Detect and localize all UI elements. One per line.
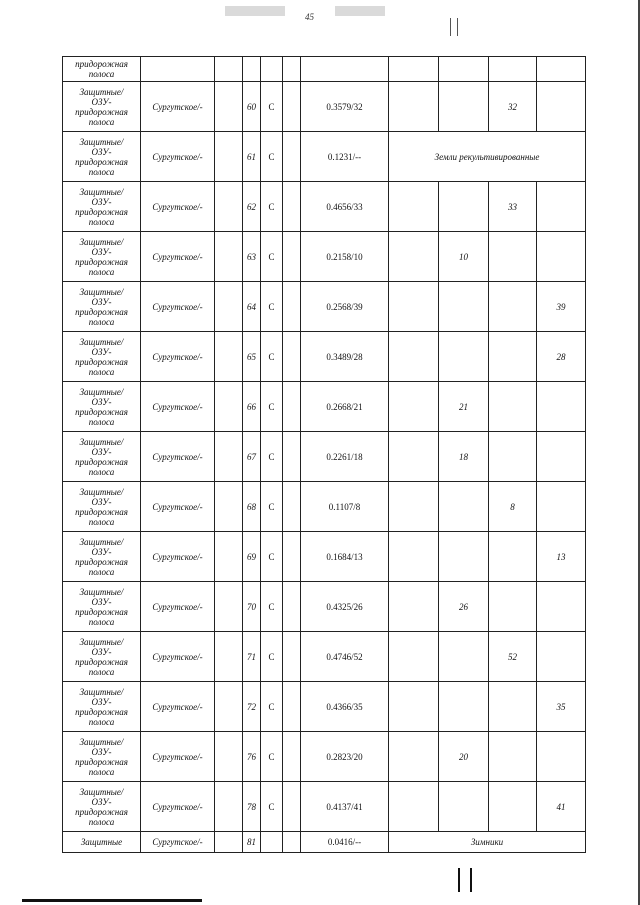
value-cell: [489, 232, 537, 282]
value-cell: [439, 282, 489, 332]
empty-cell: [215, 282, 243, 332]
value-cell: [439, 632, 489, 682]
code-cell: С: [261, 782, 283, 832]
empty-cell: [283, 682, 301, 732]
forestry-cell: Сургутское/-: [141, 182, 215, 232]
area-cell: 0.1684/13: [301, 532, 389, 582]
value-cell: [489, 57, 537, 82]
empty-cell: [215, 332, 243, 382]
empty-cell: [283, 782, 301, 832]
empty-cell: [389, 382, 439, 432]
table-body: [63, 57, 586, 853]
land-category-cell: Защитные/ ОЗУ- придорожная полоса: [63, 182, 141, 232]
value-cell: [489, 732, 537, 782]
empty-cell: [283, 832, 301, 853]
value-cell: [489, 682, 537, 732]
code-cell: С: [261, 132, 283, 182]
empty-cell: [215, 232, 243, 282]
value-cell: [489, 782, 537, 832]
empty-cell: [283, 382, 301, 432]
table-row: [63, 632, 586, 682]
forestry-cell: Сургутское/-: [141, 582, 215, 632]
empty-cell: [283, 432, 301, 482]
empty-cell: [283, 182, 301, 232]
value-cell: [439, 482, 489, 532]
quarter-number-cell: 61: [243, 132, 261, 182]
code-cell: С: [261, 182, 283, 232]
empty-cell: [283, 132, 301, 182]
area-cell: 0.4137/41: [301, 782, 389, 832]
area-cell: 0.2823/20: [301, 732, 389, 782]
quarter-number-cell: 60: [243, 82, 261, 132]
value-cell: [489, 382, 537, 432]
area-cell: 0.3579/32: [301, 82, 389, 132]
empty-cell: [389, 532, 439, 582]
quarter-number-cell: 66: [243, 382, 261, 432]
table-row: [63, 232, 586, 282]
empty-cell: [215, 732, 243, 782]
table-row: [63, 57, 586, 82]
empty-cell: [283, 632, 301, 682]
value-cell: 21: [439, 382, 489, 432]
forestry-cell: Сургутское/-: [141, 682, 215, 732]
empty-cell: [389, 82, 439, 132]
code-cell: С: [261, 332, 283, 382]
empty-cell: [215, 57, 243, 82]
area-cell: 0.2668/21: [301, 382, 389, 432]
empty-cell: [215, 682, 243, 732]
empty-cell: [283, 282, 301, 332]
quarter-number-cell: 69: [243, 532, 261, 582]
quarter-number-cell: 70: [243, 582, 261, 632]
land-category-cell: Защитные/ ОЗУ- придорожная полоса: [63, 282, 141, 332]
value-cell: 18: [439, 432, 489, 482]
value-cell: [439, 682, 489, 732]
value-cell: 13: [537, 532, 586, 582]
empty-cell: [389, 57, 439, 82]
forest-register-table: [62, 56, 586, 853]
value-cell: [439, 82, 489, 132]
empty-cell: [389, 182, 439, 232]
value-cell: 20: [439, 732, 489, 782]
empty-cell: [283, 232, 301, 282]
table-row: [63, 432, 586, 482]
table-row: [63, 82, 586, 132]
land-category-cell: Защитные/ ОЗУ- придорожная полоса: [63, 682, 141, 732]
value-cell: [537, 57, 586, 82]
value-cell: [537, 382, 586, 432]
empty-cell: [215, 82, 243, 132]
land-category-cell: Защитные/ ОЗУ- придорожная полоса: [63, 432, 141, 482]
scan-noise: [335, 6, 385, 16]
empty-cell: [283, 482, 301, 532]
empty-cell: [389, 632, 439, 682]
empty-cell: [283, 732, 301, 782]
scan-noise: [225, 6, 285, 16]
forestry-cell: Сургутское/-: [141, 782, 215, 832]
value-cell: [537, 82, 586, 132]
area-cell: 0.4366/35: [301, 682, 389, 732]
value-cell: [489, 282, 537, 332]
value-cell: 8: [489, 482, 537, 532]
code-cell: С: [261, 682, 283, 732]
empty-cell: [215, 432, 243, 482]
value-cell: 39: [537, 282, 586, 332]
land-category-cell: Защитные/ ОЗУ- придорожная полоса: [63, 232, 141, 282]
value-cell: [537, 582, 586, 632]
empty-cell: [389, 582, 439, 632]
empty-cell: [215, 532, 243, 582]
code-cell: С: [261, 382, 283, 432]
value-cell: [537, 632, 586, 682]
quarter-number-cell: 81: [243, 832, 261, 853]
forestry-cell: Сургутское/-: [141, 482, 215, 532]
note-cell: Земли рекультивированные: [389, 132, 586, 182]
empty-cell: [283, 57, 301, 82]
forestry-cell: Сургутское/-: [141, 232, 215, 282]
table-row: [63, 482, 586, 532]
table-row: [63, 332, 586, 382]
forestry-cell: [141, 57, 215, 82]
value-cell: 35: [537, 682, 586, 732]
forestry-cell: Сургутское/-: [141, 432, 215, 482]
code-cell: С: [261, 732, 283, 782]
value-cell: 28: [537, 332, 586, 382]
area-cell: 0.2568/39: [301, 282, 389, 332]
value-cell: [489, 332, 537, 382]
note-cell: Зимники: [389, 832, 586, 853]
table-row: [63, 832, 586, 853]
table-row: [63, 732, 586, 782]
value-cell: [537, 432, 586, 482]
table-row: [63, 182, 586, 232]
forestry-cell: Сургутское/-: [141, 632, 215, 682]
land-category-cell: Защитные/ ОЗУ- придорожная полоса: [63, 732, 141, 782]
empty-cell: [283, 582, 301, 632]
page-number: 45: [305, 12, 314, 22]
scan-mark: [450, 18, 458, 36]
value-cell: 26: [439, 582, 489, 632]
code-cell: С: [261, 232, 283, 282]
code-cell: С: [261, 532, 283, 582]
forestry-cell: Сургутское/-: [141, 82, 215, 132]
area-cell: 0.3489/28: [301, 332, 389, 382]
empty-cell: [215, 632, 243, 682]
bottom-rule: [22, 899, 202, 902]
land-category-cell: придорожная полоса: [63, 57, 141, 82]
quarter-number-cell: 65: [243, 332, 261, 382]
empty-cell: [389, 782, 439, 832]
value-cell: [537, 232, 586, 282]
code-cell: С: [261, 82, 283, 132]
code-cell: С: [261, 482, 283, 532]
forestry-cell: Сургутское/-: [141, 732, 215, 782]
empty-cell: [389, 282, 439, 332]
area-cell: [301, 57, 389, 82]
empty-cell: [389, 482, 439, 532]
value-cell: 52: [489, 632, 537, 682]
forestry-cell: Сургутское/-: [141, 282, 215, 332]
area-cell: 0.4656/33: [301, 182, 389, 232]
empty-cell: [389, 682, 439, 732]
table-row: [63, 682, 586, 732]
code-cell: С: [261, 282, 283, 332]
land-category-cell: Защитные/ ОЗУ- придорожная полоса: [63, 82, 141, 132]
area-cell: 0.2158/10: [301, 232, 389, 282]
empty-cell: [215, 482, 243, 532]
forestry-cell: Сургутское/-: [141, 832, 215, 853]
quarter-number-cell: 68: [243, 482, 261, 532]
value-cell: [439, 332, 489, 382]
empty-cell: [215, 782, 243, 832]
value-cell: [439, 57, 489, 82]
code-cell: С: [261, 432, 283, 482]
value-cell: [489, 582, 537, 632]
table-row: [63, 782, 586, 832]
empty-cell: [389, 232, 439, 282]
empty-cell: [283, 532, 301, 582]
empty-cell: [215, 832, 243, 853]
value-cell: [537, 182, 586, 232]
empty-cell: [215, 182, 243, 232]
land-category-cell: Защитные/ ОЗУ- придорожная полоса: [63, 782, 141, 832]
quarter-number-cell: 72: [243, 682, 261, 732]
value-cell: [489, 432, 537, 482]
quarter-number-cell: 63: [243, 232, 261, 282]
empty-cell: [389, 432, 439, 482]
table-row: [63, 582, 586, 632]
value-cell: [537, 732, 586, 782]
quarter-number-cell: [243, 57, 261, 82]
forestry-cell: Сургутское/-: [141, 532, 215, 582]
code-cell: С: [261, 582, 283, 632]
value-cell: [439, 782, 489, 832]
value-cell: 41: [537, 782, 586, 832]
area-cell: 0.2261/18: [301, 432, 389, 482]
land-category-cell: Защитные/ ОЗУ- придорожная полоса: [63, 532, 141, 582]
area-cell: 0.1231/--: [301, 132, 389, 182]
area-cell: 0.0416/--: [301, 832, 389, 853]
code-cell: [261, 832, 283, 853]
forestry-cell: Сургутское/-: [141, 332, 215, 382]
area-cell: 0.1107/8: [301, 482, 389, 532]
table-row: [63, 532, 586, 582]
empty-cell: [215, 382, 243, 432]
land-category-cell: Защитные/ ОЗУ- придорожная полоса: [63, 632, 141, 682]
value-cell: 10: [439, 232, 489, 282]
quarter-number-cell: 78: [243, 782, 261, 832]
empty-cell: [389, 732, 439, 782]
forestry-cell: Сургутское/-: [141, 132, 215, 182]
table-row: [63, 132, 586, 182]
table-row: [63, 382, 586, 432]
land-category-cell: Защитные/ ОЗУ- придорожная полоса: [63, 482, 141, 532]
value-cell: 33: [489, 182, 537, 232]
empty-cell: [215, 132, 243, 182]
empty-cell: [283, 82, 301, 132]
quarter-number-cell: 71: [243, 632, 261, 682]
value-cell: [537, 482, 586, 532]
land-category-cell: Защитные/ ОЗУ- придорожная полоса: [63, 332, 141, 382]
empty-cell: [389, 332, 439, 382]
area-cell: 0.4746/52: [301, 632, 389, 682]
quarter-number-cell: 62: [243, 182, 261, 232]
code-cell: С: [261, 632, 283, 682]
area-cell: 0.4325/26: [301, 582, 389, 632]
value-cell: [439, 532, 489, 582]
quarter-number-cell: 67: [243, 432, 261, 482]
scan-mark: [458, 868, 472, 892]
empty-cell: [215, 582, 243, 632]
quarter-number-cell: 64: [243, 282, 261, 332]
table-row: [63, 282, 586, 332]
code-cell: [261, 57, 283, 82]
value-cell: 32: [489, 82, 537, 132]
land-category-cell: Защитные/ ОЗУ- придорожная полоса: [63, 132, 141, 182]
forestry-cell: Сургутское/-: [141, 382, 215, 432]
land-category-cell: Защитные/ ОЗУ- придорожная полоса: [63, 582, 141, 632]
quarter-number-cell: 76: [243, 732, 261, 782]
value-cell: [439, 182, 489, 232]
value-cell: [489, 532, 537, 582]
empty-cell: [283, 332, 301, 382]
land-category-cell: Защитные: [63, 832, 141, 853]
land-category-cell: Защитные/ ОЗУ- придорожная полоса: [63, 382, 141, 432]
